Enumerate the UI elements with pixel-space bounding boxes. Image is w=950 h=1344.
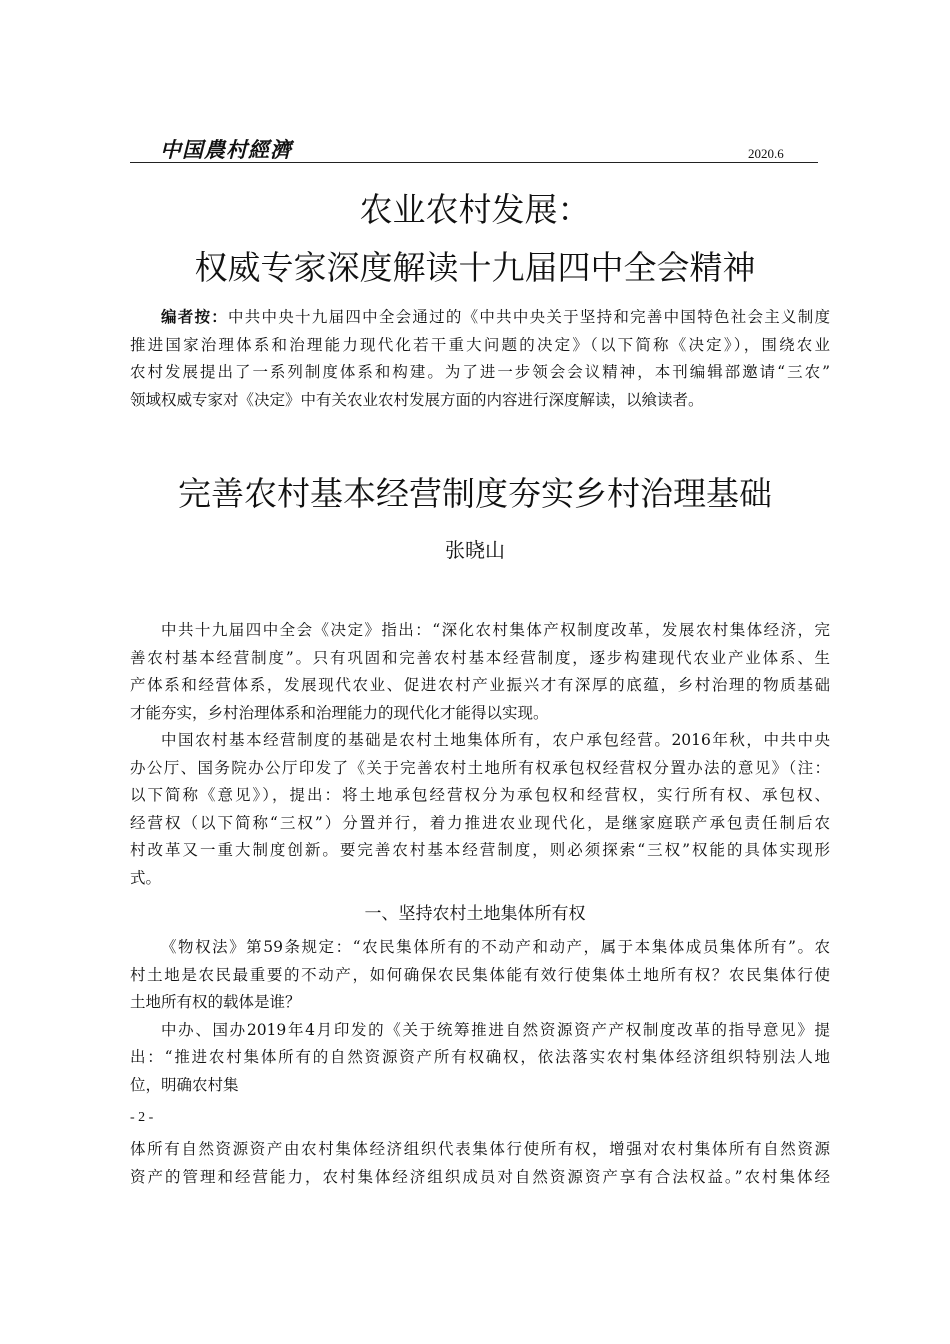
body-line: 体所有自然资源资产由农村集体经济组织代表集体行使所有权，增强对农村集体所有自然资源 [130,1140,830,1158]
header-rule [130,162,818,163]
body-line: 《物权法》第59条规定：“农民集体所有的不动产和动产，属于本集体成员集体所有”。农 [161,938,830,956]
article-title: 完善农村基本经营制度夯实乡村治理基础 [178,474,772,513]
body-line: 出：“推进农村集体所有的自然资源资产所有权确权，依法落实农村集体经济组织特别法人地 [130,1048,830,1066]
journal-logo: 中国農村經濟 [160,138,292,162]
body-line: 中办、国办2019年4月印发的《关于统筹推进自然资源资产产权制度改革的指导意见》提 [161,1020,830,1039]
section-title-line-1: 农业农村发展： [359,190,591,229]
issue-date: 2020.6 [748,146,784,161]
body-line: 村改革又一重大制度创新。要完善农村基本经营制度，则必须探索“三权”权能的具体实现形 [130,841,830,859]
continued-paragraph [130,1136,830,1191]
body-line: 村土地是农民最重要的不动产，如何确保农民集体能有效行使集体土地所有权？农民集体行使 [130,965,830,984]
body-line: 式。 [130,868,162,887]
body-line: 办公厅、国务院办公厅印发了《关于完善农村土地所有权承包权经营权分置办法的意见》（注： [130,758,830,777]
article-author: 张晓山 [445,538,505,562]
editor-note-line: 领域权威专家对《决定》中有关农业农村发展方面的内容进行深度解读，以飨读者。 [130,390,704,409]
section-heading: 一、坚持农村土地集体所有权 [364,904,586,924]
section-paragraphs [130,934,830,1099]
body-line: 善农村基本经营制度”。只有巩固和完善农村基本经营制度，逐步构建现代农业产业体系、生 [130,648,830,667]
body-line: 位，明确农村集 [130,1075,239,1094]
body-line: 土地所有权的载体是谁？ [130,993,301,1011]
editor-note-line: 农村发展提出了一系列制度体系和构建。为了进一步领会会议精神，本刊编辑部邀请“三农” [130,363,830,381]
editor-note [130,304,830,414]
body-line: 中共十九届四中全会《决定》指出：“深化农村集体产权制度改革，发展农村集体经济，完 [161,621,830,639]
body-line: 产体系和经营体系，发展现代农业、促进农村产业振兴才有深厚的底蕴，乡村治理的物质基础 [130,676,830,694]
intro-paragraphs [130,617,830,892]
body-line: 经营权（以下简称“三权”）分置并行，着力推进农业现代化，是继家庭联产承包责任制后农 [130,813,830,832]
editor-note-line [130,304,830,332]
section-title-line-2: 权威专家深度解读十九届四中全会精神 [194,248,756,287]
body-line: 才能夯实，乡村治理体系和治理能力的现代化才能得以实现。 [130,703,549,722]
editor-note-label: 编者按： [161,308,229,326]
page-number: - 2 - [130,1110,154,1125]
body-line: 以下简称《意见》），提出：将土地承包经营权分为承包权和经营权，实行所有权、承包权、 [130,786,830,804]
editor-note-text: 中共中央十九届四中全会通过的《中共中央关于坚持和完善中国特色社会主义制度 [228,308,830,326]
editor-note-line: 推进国家治理体系和治理能力现代化若干重大问题的决定》（以下简称《决定》），围绕农业 [130,335,830,354]
body-line: 资产的管理和经营能力，农村集体经济组织成员对自然资源资产享有合法权益。”农村集体经 [130,1167,830,1186]
body-line: 中国农村基本经营制度的基础是农村土地集体所有，农户承包经营。2016年秋，中共中央 [161,731,830,749]
